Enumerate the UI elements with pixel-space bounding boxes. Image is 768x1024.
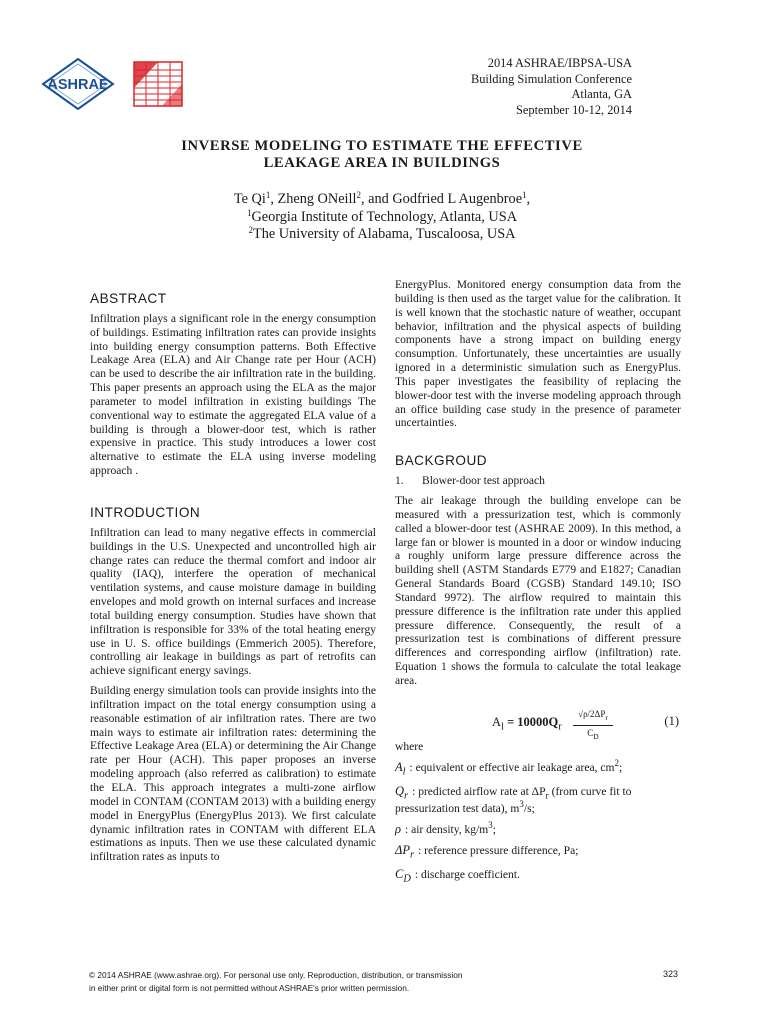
introduction-paragraph-1: Infiltration can lead to many negative effects in commercial buildings in the U.S. Unexpected and uncontrolled high air change rates can reduce the thermal comfort and indoor air quality (IAQ), interfere the operation of mechanical ventilation systems, and cause moisture damage in building envelopes and mold growth on internal surfaces and increase total building energy consumption. Studies have shown that infiltration is responsible for 33% of the total heating energy use in U. S. office buildings (Emmerich 2005). Therefore, controlling air leakage in buildings as part of retrofits can achieve significant energy savings. [90, 526, 376, 678]
equation-1 [395, 707, 681, 742]
def-discharge-text: : discharge coefficient. [414, 869, 520, 882]
eq-denominator-text: C [587, 728, 594, 739]
conference-line-4: September 10-12, 2014 [516, 102, 632, 117]
abstract-text: Infiltration plays a significant role in the energy consumption of buildings. Estimating infiltration rates can provide insights into building energy consumption patterns. Both Effective Leakage Area (ELA) and Air Change rate per Hour (ACH) can be used to describe the air infiltration rate in the building. This paper presents an approach using the ELA as the major parameter to model infiltration in existing buildings The conventional way to estimate the aggregated ELA value of a building is through a blower-door test, which is rather expensive in practice. This study introduces a lower cost alternative to estimate the ELA using inverse modeling approach . [90, 312, 376, 478]
affiliation-2-mark: 2 [248, 225, 253, 235]
def-density-tail: ; [492, 824, 496, 837]
definition-discharge [395, 868, 681, 886]
def-density-text: : air density, kg/m [405, 824, 489, 837]
page-number: 323 [662, 969, 678, 979]
abstract-heading: ABSTRACT [90, 291, 167, 306]
equation-number: (1) [664, 713, 679, 728]
equation-fraction [573, 708, 613, 744]
affiliation-2 [140, 226, 624, 244]
def-airflow-sym-sub: r [404, 790, 409, 802]
def-discharge-symbol [395, 867, 411, 885]
eq-numerator-text: √ρ/2ΔP [578, 708, 606, 719]
def-pressure-sym-text: ΔP [395, 843, 410, 857]
def-density-symbol: ρ [395, 822, 401, 837]
author-block [140, 191, 624, 244]
eq-numerator-sub: r [605, 712, 608, 722]
eq-q-sub: r [558, 721, 562, 733]
def-airflow-sup: 3 [519, 799, 524, 810]
conference-line-1: 2014 ASHRAE/IBPSA-USA [487, 56, 632, 70]
conference-line-2: Building Simulation Conference [470, 71, 632, 86]
def-airflow-sub2: r [545, 790, 549, 802]
background-subheading [395, 475, 681, 489]
where-label: where [395, 740, 424, 753]
def-area-sup: 2 [614, 757, 619, 768]
introduction-paragraph-2: Building energy simulation tools can provide insights into the infiltration impact on the total energy consumption using a reasonable estimation of air infiltration rates. There are two main ways to estimate air infiltration rates: determining the Effective Leakage Area (ELA) or determining the Air Change rate per Hour (ACH). This paper proposes an inverse modeling approach (also referred as calibration) to estimate the ELA. This approach integrates a multi-zone airflow model in CONTAM (CONTAM 2013) with a building energy model in EnergyPlus (EnergyPlus 2013). We first calculate dynamic infiltration rates in CONTAM with different ELA estimations as inputs. Then we use these calculated dynamic infiltration rates as inputs to [90, 685, 376, 864]
def-area-sym-text: A [395, 759, 403, 774]
copyright-footer [89, 969, 609, 995]
affiliation-2-text: The University of Alabama, Tuscaloosa, USA [253, 226, 516, 242]
def-airflow-sym-text: Q [395, 783, 405, 798]
def-pressure-symbol [395, 843, 415, 861]
def-density-sup: 3 [488, 820, 493, 831]
paper-title [150, 138, 614, 172]
author-3-affil: 1 [522, 190, 527, 200]
def-airflow-symbol [395, 783, 409, 802]
def-airflow-text: : predicted airflow rate at ΔP [412, 785, 546, 798]
title-line-2: LEAKAGE AREA IN BUILDINGS [263, 155, 501, 171]
affiliation-1 [140, 209, 624, 227]
author-2: , Zheng ONeill [270, 191, 357, 207]
subheading-title: Blower-door test approach [422, 475, 545, 488]
def-area-sym-sub: l [402, 766, 406, 778]
definition-area [395, 757, 681, 779]
affiliation-1-text: Georgia Institute of Technology, Atlanta, USA [251, 208, 518, 225]
definition-density [395, 820, 681, 838]
footer-line-2: in either print or digital form is not permitted without ASHRAE's prior written permission. [89, 983, 410, 993]
author-2-affil: 2 [356, 190, 361, 200]
eq-numerator [573, 708, 613, 727]
def-discharge-sym-text: C [395, 867, 404, 882]
footer-line-1: © 2014 ASHRAE (www.ashrae.org). For personal use only. Reproduction, distribution, or transmission [89, 970, 463, 980]
ashrae-logo [40, 58, 116, 110]
definition-pressure [395, 844, 681, 862]
subheading-number: 1. [395, 475, 404, 488]
author-trail: , [526, 191, 531, 207]
left-column [90, 292, 376, 865]
conference-line-3: Atlanta, GA [571, 87, 632, 101]
def-area-symbol [395, 759, 406, 778]
title-line-1: INVERSE MODELING TO ESTIMATE THE EFFECTIVE [181, 138, 583, 154]
author-1-affil: 1 [265, 190, 271, 200]
def-pressure-sym-sub: r [409, 849, 415, 861]
right-column [395, 279, 681, 887]
eq-coefficient: = 10000Q [503, 714, 559, 729]
introduction-heading: INTRODUCTION [90, 504, 201, 520]
ibpsa-logo [132, 58, 186, 110]
eq-area-symbol: A [492, 714, 502, 729]
author-3: , and Godfried L Augenbroe [360, 191, 523, 207]
eq-area-sub: l [501, 721, 504, 733]
def-area-text: : equivalent or effective air leakage area, cm [409, 761, 615, 774]
background-heading: BACKGROUD [395, 453, 488, 469]
eq-denominator-sub: D [593, 732, 599, 742]
introduction-paragraph-3: EnergyPlus. Monitored energy consumption data from the building is then used as the target value for the calibration. It is well known that the stochastic nature of weather, occupant behavior, infiltration and the physical aspects of building components have a strong impact on building energy consumption. Unfortunately, these uncertainties are usually ignored in a deterministic simulation such as EnergyPlus. This paper investigates the feasibility of replacing the blower-door test with the inverse modeling approach through an office building case study in the presence of parameter uncertainties. [395, 279, 681, 430]
equation-lhs [492, 716, 562, 734]
def-discharge-sym-sub: D [403, 873, 411, 885]
def-pressure-text: : reference pressure difference, Pa; [418, 845, 579, 857]
def-area-tail: ; [619, 761, 623, 774]
definition-airflow [395, 785, 681, 817]
eq-denominator [573, 726, 613, 744]
affiliation-1-mark: 1 [246, 207, 252, 218]
background-paragraph-1: The air leakage through the building envelope can be measured with a pressurization test, which is commonly called a blower-door test (ASHRAE 2009). In this method, a large fan or blower is mounted in a door or window inducing a roughly uniform large pressure difference across the building shell (ASTM Standards E779 and E1827; Canadian General Standards Board (CGSB) Standard 149.10; ISO Standard 9972). The airflow required to maintain this pressure difference is the infiltration rate under this applied pressure difference. Consequently, the result of a pressurization test is combinations of different pressure differences and corresponding airflow (infiltration) rate. Equation 1 shows the formula to calculate the total leakage area. [395, 494, 681, 687]
conference-header [471, 56, 632, 118]
author-line [140, 191, 624, 209]
def-airflow-text2: (from curve fit to pressurization test data), m [395, 785, 632, 816]
def-airflow-tail: /s; [523, 803, 535, 816]
author-1: Te Qi [233, 191, 266, 207]
ashrae-logo-text: ASHRAE [47, 77, 109, 93]
